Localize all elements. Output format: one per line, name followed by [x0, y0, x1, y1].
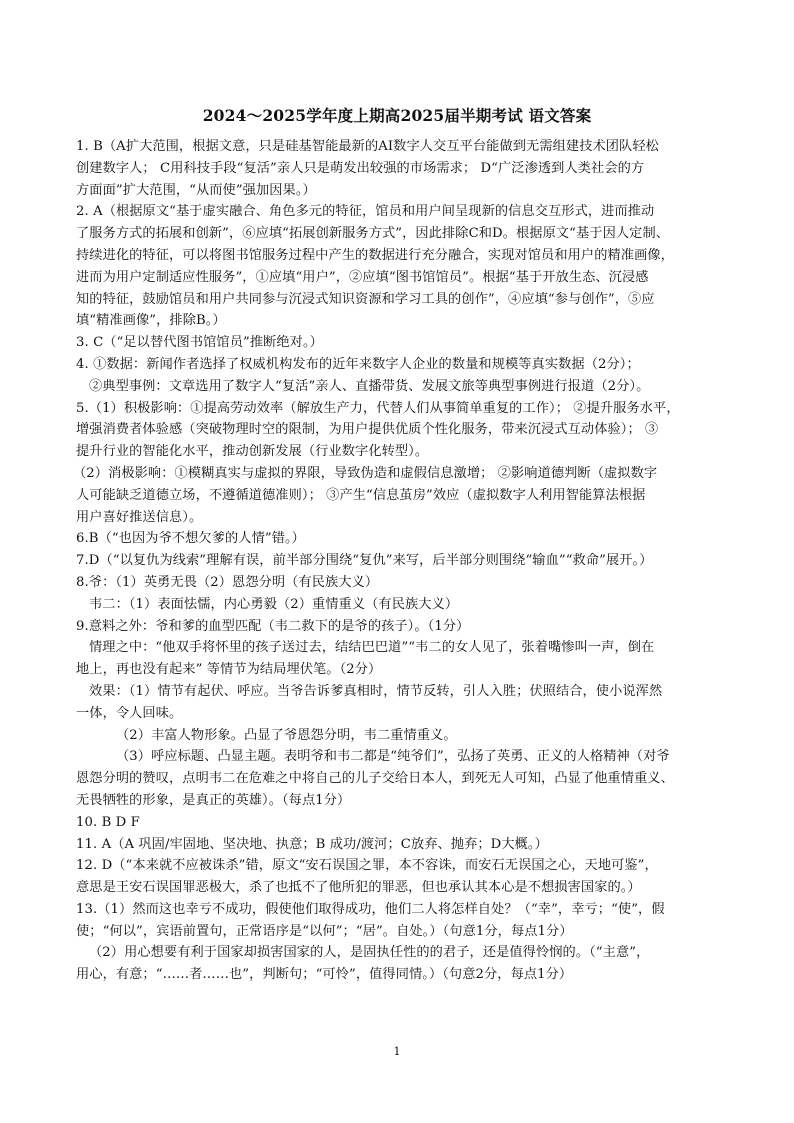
answer-line: 持续进化的特征，可以将图书馆服务过程中产生的数据进行充分融合，实现对馆员和用户的精准画像，	[76, 247, 674, 263]
answer-line: 人可能缺乏道德立场，不遵循道德准则）； ③产生“信息茧房”效应（虚拟数字人利用智能算法根据	[76, 487, 646, 503]
answer-line: （2）用心想要有利于国家却损害国家的人，是固执任性的的君子，还是值得怜悯的。（“主意”，	[89, 945, 650, 961]
answer-line: ②典型事例：文章选用了数字人“复活”亲人、直播带货、发展文旅等典型事例进行报道（2分）。	[89, 378, 650, 394]
answer-line: 创建数字人； C用科技手段“复活”亲人只是萌发出较强的市场需求； D“广泛渗透到人类社会的方	[76, 160, 645, 176]
answer-line: 11. A（A 巩固/牢固地、坚决地、执意；B 成功/渡河；C放弃、抛弃；D大概。）	[76, 836, 548, 852]
answer-line: 10. B D F	[76, 814, 140, 830]
answer-line: 1. B（A扩大范围，根据文意，只是硅基智能最新的AI数字人交互平台能做到无需组建技术团队轻松	[76, 139, 659, 154]
answer-line: 意思是王安石误国罪恶极大，杀了也抵不了他所犯的罪恶，但也承认其本心是不想损害国家的。）	[76, 880, 641, 896]
answer-line: 了服务方式的拓展和创新”，⑥应填“拓展创新服务方式”，因此排除C和D。根据原文“基于因人定制、	[76, 226, 670, 242]
answer-line: 12. D（“本来就不应被诛杀”错，原文“安石误国之罪，本不容诛，而安石无误国之心，天地可鉴”，	[76, 858, 658, 874]
answer-line: 4. ①数据：新闻作者选择了权威机构发布的近年来数字人企业的数量和规模等真实数据（2分）；	[76, 356, 640, 372]
answer-line: 效果：（1）情节有起伏、呼应。当爷告诉爹真相时，情节反转，引人入胜；伏照结合，使小说浑然	[89, 683, 663, 699]
answer-line: 8.爷：（1）英勇无畏（2）恩怨分明（有民族大义）	[76, 574, 379, 590]
answer-line: 进而为用户定制适应性服务”，①应填“用户”，②应填“图书馆馆员”。根据“基于开放生态、沉浸感	[76, 269, 649, 285]
answer-line: 用户喜好推送信息）。	[76, 509, 203, 525]
answer-line: 13.（1）然而这也幸亏不成功，假使他们取得成功，他们二人将怎样自处？（“幸”，幸亏；“使”，假	[76, 901, 665, 917]
answer-line: 填“精准画像”，排除B。）	[76, 313, 226, 329]
answer-line: 6.B（“也因为爷不想欠爹的人情”错。）	[76, 531, 305, 547]
answer-line: 恩怨分明的赞叹，点明韦二在危难之中将自己的儿子交给日本人，到死无人可知，凸显了他重情重义、	[76, 771, 674, 787]
answer-line: （2）丰富人物形象。凸显了爷恩怨分明，韦二重情重义。	[116, 727, 457, 743]
answer-line: 9.意料之外：爷和爹的血型匹配（韦二救下的是爷的孩子）。（1分）	[76, 618, 470, 634]
answer-line: 无畏牺牲的形象，是真正的英雄）。（每点1分）	[76, 792, 351, 808]
answer-line: 提升行业的智能化水平，推动创新发展（行业数字化转型）。	[76, 444, 429, 460]
answer-line: 2. A（根据原文“基于虚实融合、角色多元的特征，馆员和用户间呈现新的信息交互形式，进而推动	[76, 204, 655, 220]
answer-line: （3）呼应标题、凸显主题。表明爷和韦二都是“纯爷们”，弘扬了英勇、正义的人格精神（对爷	[116, 749, 670, 765]
answer-line: （2）消极影响：①模糊真实与虚拟的界限，导致伪造和虚假信息激增； ②影响道德判断（虚拟数字	[73, 465, 658, 481]
document-title: 2024～2025学年度上期高2025届半期考试 语文答案	[202, 106, 592, 125]
answer-line: 一体，令人回味。	[76, 705, 183, 721]
answer-line: 方面面”扩大范围，“从而使”强加因果。）	[76, 182, 316, 198]
page-number: 1	[393, 1045, 401, 1058]
answer-line: 使；“何以”，宾语前置句，正常语序是“以何”；“居”。自处。）（句意1分，每点1分）	[76, 923, 573, 939]
answer-body	[73, 136, 726, 986]
answer-line: 3. C（“足以替代图书馆馆员”推断绝对。）	[76, 335, 323, 351]
answer-line: 增强消费者体验感（突破物理时空的限制，为用户提供优质个性化服务，带来沉浸式互动体验）； ③	[76, 422, 659, 438]
answer-line: 韦二：（1）表面怯懦，内心勇毅（2）重情重义（有民族大义）	[89, 596, 459, 612]
answer-line: 7.D（“以复仇为线索”理解有误，前半部分围绕“复仇”来写，后半部分则围绕“输血”“救命”展开。）	[76, 553, 653, 569]
answer-line: 用心，有意；“……者……也”，判断句；“可怜”，值得同情。）（句意2分，每点1分）	[76, 967, 573, 983]
answer-line: 5.（1）积极影响：①提高劳动效率（解放生产力，代替人们从事简单重复的工作）； ②提升服务水平，	[76, 400, 680, 416]
answer-line: 情理之中：“他双手将怀里的孩子送过去，结结巴巴道”“韦二的女人见了，张着嘴惨叫一声，倒在	[89, 640, 655, 656]
answer-line: 地上，再也没有起来” 等情节为结局埋伏笔。（2分）	[76, 662, 382, 678]
answer-line: 知的特征，鼓励馆员和用户共同参与沉浸式知识资源和学习工具的创作”，④应填“参与创作”，⑤应	[76, 291, 655, 307]
